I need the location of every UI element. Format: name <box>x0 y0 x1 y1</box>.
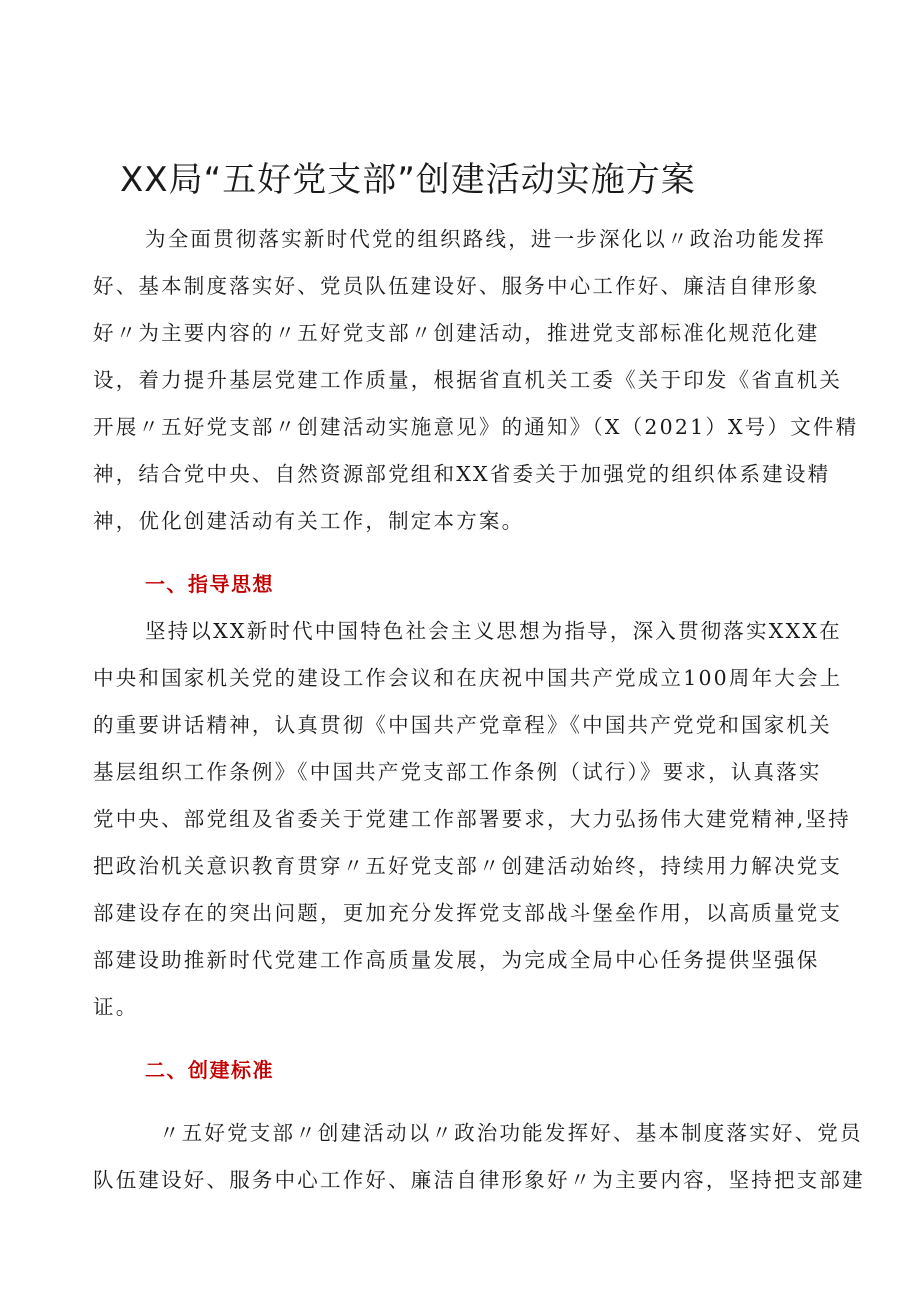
paragraph-line: 为全面贯彻落实新时代党的组织路线，进一步深化以〃政治功能发挥 <box>145 227 826 251</box>
paragraph-line: 党中央、部党组及省委关于党建工作部署要求，大力弘扬伟大建党精神,坚持 <box>93 807 851 831</box>
paragraph-line: 神，优化创建活动有关工作，制定本方案。 <box>93 509 525 533</box>
paragraph-line: 好〃为主要内容的〃五好党支部〃创建活动，推进党支部标准化规范化建 <box>93 321 820 345</box>
paragraph-line: 的重要讲话精神，认真贯彻《中国共产党章程》《中国共产党党和国家机关 <box>93 713 832 737</box>
intro-paragraph <box>93 216 859 545</box>
paragraph-line: 部建设助推新时代党建工作高质量发展，为完成全局中心任务提供坚强保 <box>93 948 820 972</box>
paragraph-line: 基层组织工作条例》《中国共产党支部工作条例（试行）》要求，认真落实 <box>93 760 822 784</box>
section-heading-guiding-ideology: 一、指导思想 <box>145 572 274 596</box>
document-title: XX局“五好党支部”创建活动实施方案 <box>120 160 696 200</box>
section2-paragraph <box>93 1110 865 1204</box>
paragraph-line: 证。 <box>93 995 139 1019</box>
section-heading-creation-standards: 二、创建标准 <box>145 1058 274 1082</box>
paragraph-line: 把政治机关意识教育贯穿〃五好党支部〃创建活动始终，持续用力解决党支 <box>93 854 843 878</box>
paragraph-line: 神，结合党中央、自然资源部党组和XX省委关于加强党的组织体系建设精 <box>93 462 831 486</box>
paragraph-line: 设，着力提升基层党建工作质量，根据省直机关工委《关于印发《省直机关 <box>93 368 843 392</box>
paragraph-line: 部建设存在的突出问题，更加充分发挥党支部战斗堡垒作用，以高质量党支 <box>93 901 843 925</box>
paragraph-line: 队伍建设好、服务中心工作好、廉洁自律形象好〃为主要内容，坚持把支部建 <box>93 1168 865 1192</box>
paragraph-line: 〃五好党支部〃创建活动以〃政治功能发挥好、基本制度落实好、党员 <box>159 1121 863 1145</box>
paragraph-line: 坚持以XX新时代中国特色社会主义思想为指导，深入贯彻落实XXX在 <box>145 619 842 643</box>
paragraph-line: 开展〃五好党支部〃创建活动实施意见》的通知》（X（2021）X号）文件精 <box>93 415 859 439</box>
paragraph-line: 好、基本制度落实好、党员队伍建设好、服务中心工作好、廉洁自律形象 <box>93 274 820 298</box>
paragraph-line: 中央和国家机关党的建设工作会议和在庆祝中国共产党成立100周年大会上 <box>93 666 843 690</box>
section1-paragraph <box>93 608 851 1031</box>
